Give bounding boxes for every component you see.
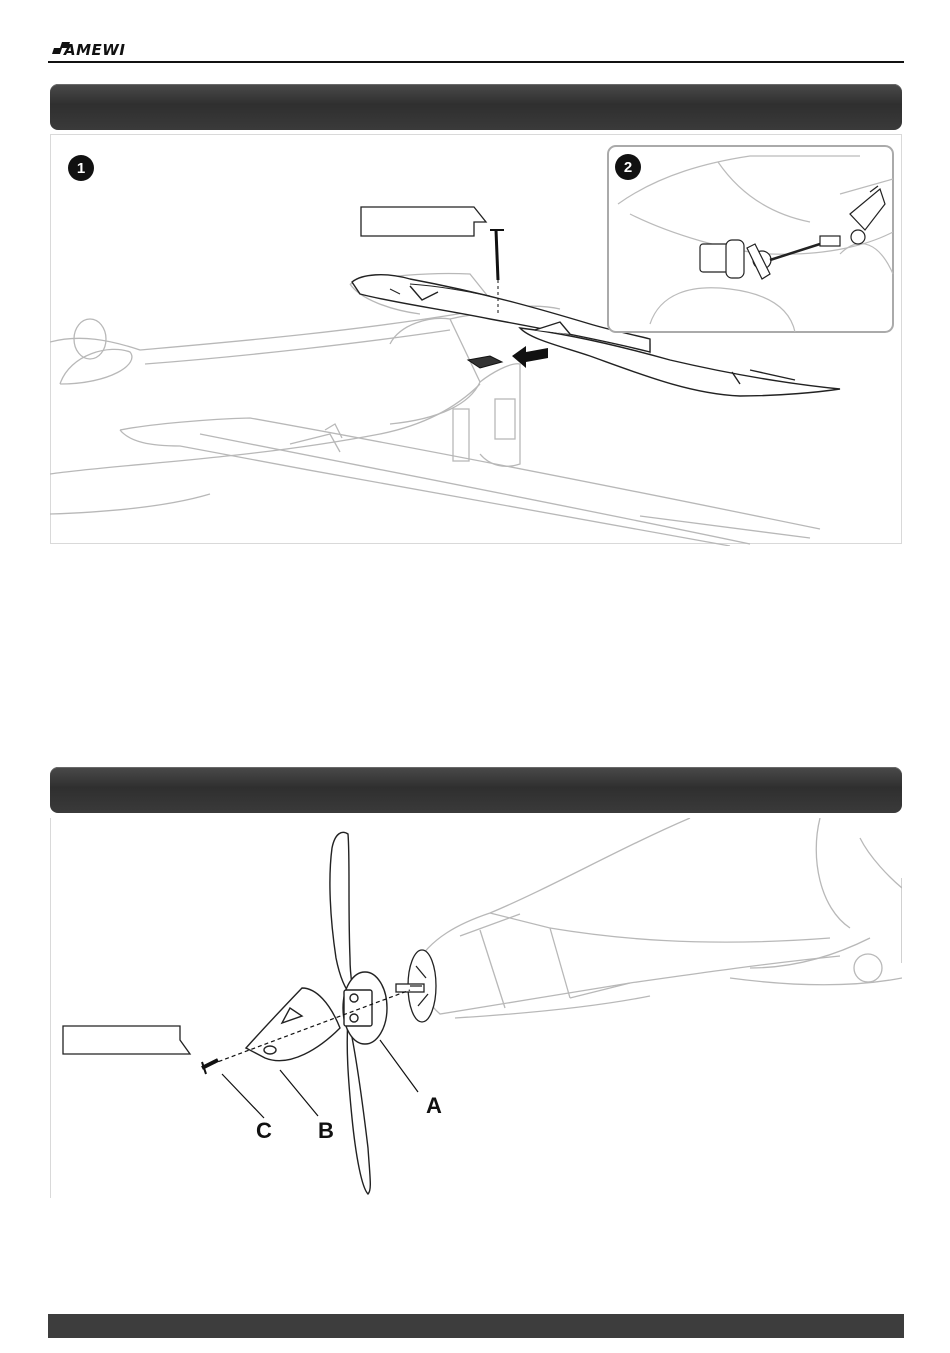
- callout-box-1: [361, 207, 486, 236]
- screw-icon: [202, 1060, 218, 1074]
- arrow-icon: [512, 346, 548, 368]
- inset-detail: [608, 146, 893, 332]
- step-marker-2: [615, 154, 641, 180]
- footer-bar: [48, 1314, 904, 1338]
- header-rule: [48, 61, 904, 63]
- tail-assembly-figure: [50, 134, 902, 546]
- part-label-a: A: [426, 1093, 442, 1118]
- step-marker-1: [68, 155, 94, 181]
- section-header-bar-2: [50, 767, 902, 813]
- svg-text:1: 1: [76, 160, 86, 177]
- brand-name: AMEWI: [64, 41, 126, 59]
- spinner-cone: [246, 988, 340, 1061]
- part-label-b: B: [318, 1118, 334, 1143]
- section-header-bar-1: [50, 84, 902, 130]
- callout-box-2: [63, 1026, 190, 1054]
- screw-icon: [490, 230, 504, 280]
- svg-text:2: 2: [623, 159, 633, 176]
- propeller: [330, 832, 387, 1194]
- propeller-assembly-figure: [50, 818, 902, 1203]
- part-label-c: C: [256, 1118, 272, 1143]
